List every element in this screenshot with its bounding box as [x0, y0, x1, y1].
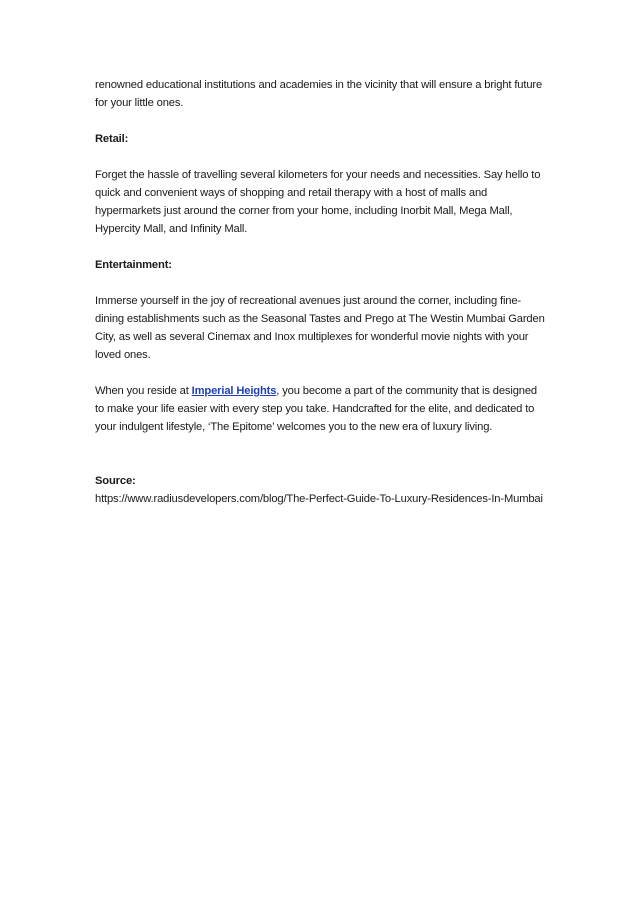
entertainment-heading: Entertainment:	[95, 259, 172, 271]
closing-text-after-link: , you become a part of the community that is designed to make your life easier with every step you take. Handcrafted for the elite, and dedicated to your indulgent lifestyle, ‘The Epitome’ welcomes you to the new era of luxury living.	[95, 385, 537, 433]
closing-text-before-link: When you reside at	[95, 385, 192, 397]
source-heading: Source:	[95, 475, 136, 487]
document-body	[95, 76, 547, 508]
closing-paragraph	[95, 382, 547, 436]
intro-continuation-paragraph: renowned educational institutions and academies in the vicinity that will ensure a bright future for your little ones.	[95, 79, 543, 109]
spacer	[95, 454, 547, 472]
imperial-heights-link[interactable]: Imperial Heights	[191, 385, 277, 397]
source-url[interactable]: https://www.radiusdevelopers.com/blog/The-Perfect-Guide-To-Luxury-Residences-In-Mumbai	[95, 493, 543, 505]
retail-paragraph: Forget the hassle of travelling several kilometers for your needs and necessities. Say hello to quick and convenient ways of shopping and retail therapy with a host of malls and hypermarkets just around the corner from your home, including Inorbit Mall, Mega Mall, Hypercity Mall, and Infinity Mall.	[95, 169, 541, 235]
retail-heading: Retail:	[95, 133, 129, 145]
entertainment-paragraph: Immerse yourself in the joy of recreational avenues just around the corner, including fine-dining establishments such as the Seasonal Tastes and Prego at The Westin Mumbai Garden City, as well as several Cinemax and Inox multiplexes for wonderful movie nights with your loved ones.	[95, 295, 545, 361]
